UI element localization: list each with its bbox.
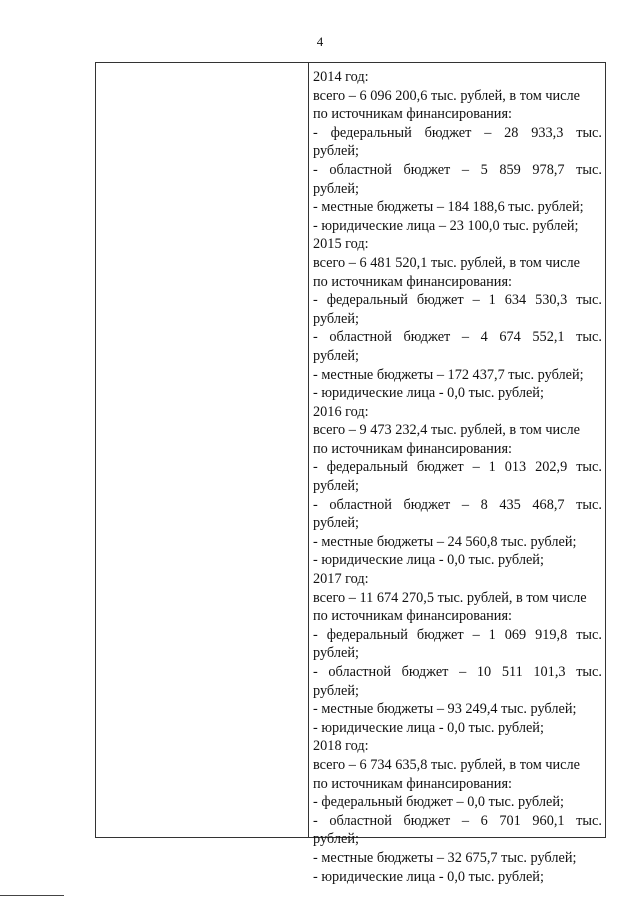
text-line: 2016 год: xyxy=(313,403,369,420)
text-line: всего – 11 674 270,5 тыс. рублей, в том числе xyxy=(313,589,587,606)
text-line: 2017 год: xyxy=(313,571,369,588)
text-line: - местные бюджеты – 172 437,7 тыс. рублей; xyxy=(313,366,584,383)
text-line: рублей; xyxy=(313,682,359,699)
text-line: - юридические лица – 23 100,0 тыс. рублей; xyxy=(313,217,579,234)
text-line: по источникам финансирования: xyxy=(313,775,513,792)
text-line: - местные бюджеты – 93 249,4 тыс. рублей; xyxy=(313,701,577,718)
footer-rule xyxy=(0,895,64,896)
text-line: - областной бюджет – 5 859 978,7 тыс. xyxy=(313,161,602,178)
text-line: по источникам финансирования: xyxy=(313,106,513,123)
text-line: 2015 год: xyxy=(313,236,369,253)
text-line: - федеральный бюджет – 0,0 тыс. рублей; xyxy=(313,794,564,811)
text-line: рублей; xyxy=(313,180,359,197)
text-line: - областной бюджет – 10 511 101,3 тыс. xyxy=(313,664,602,680)
text-line: всего – 6 481 520,1 тыс. рублей, в том числе xyxy=(313,254,580,271)
text-line: - юридические лица - 0,0 тыс. рублей; xyxy=(313,868,544,885)
text-line: по источникам финансирования: xyxy=(313,440,513,457)
text-line: 2018 год: xyxy=(313,738,369,755)
text-line: всего – 6 096 200,6 тыс. рублей, в том числе xyxy=(313,87,580,104)
text-line: - федеральный бюджет – 28 933,3 тыс. xyxy=(313,124,602,141)
text-line: - местные бюджеты – 32 675,7 тыс. рублей; xyxy=(313,849,577,866)
text-line: - федеральный бюджет – 1 634 530,3 тыс. xyxy=(313,292,602,309)
text-line: рублей; xyxy=(313,310,359,327)
text-line: - местные бюджеты – 24 560,8 тыс. рублей; xyxy=(313,533,577,550)
text-line: рублей; xyxy=(313,347,359,364)
text-line: 2014 год: xyxy=(313,69,369,85)
text-line: - областной бюджет – 6 701 960,1 тыс. xyxy=(313,812,602,829)
text-line: по источникам финансирования: xyxy=(313,273,513,290)
text-line: - федеральный бюджет – 1 013 202,9 тыс. xyxy=(313,459,602,476)
text-line: - областной бюджет – 4 674 552,1 тыс. xyxy=(313,329,602,346)
text-line: рублей; xyxy=(313,831,359,848)
text-line: рублей; xyxy=(313,515,359,532)
text-line: рублей; xyxy=(313,478,359,495)
text-line: всего – 9 473 232,4 тыс. рублей, в том числе xyxy=(313,422,580,439)
text-line: всего – 6 734 635,8 тыс. рублей, в том числе xyxy=(313,756,580,773)
funding-table xyxy=(95,62,606,885)
text-line: - федеральный бюджет – 1 069 919,8 тыс. xyxy=(313,626,602,643)
text-line: - областной бюджет – 8 435 468,7 тыс. xyxy=(313,496,602,513)
text-line: - юридические лица - 0,0 тыс. рублей; xyxy=(313,719,544,736)
text-line: по источникам финансирования: xyxy=(313,608,513,625)
funding-text-cell xyxy=(313,68,602,886)
text-line: рублей; xyxy=(313,645,359,662)
page-number: 4 xyxy=(316,34,324,49)
text-line: рублей; xyxy=(313,143,359,160)
text-line: - юридические лица - 0,0 тыс. рублей; xyxy=(313,552,544,569)
text-line: - местные бюджеты – 184 188,6 тыс. рублей; xyxy=(313,199,584,216)
column-divider xyxy=(308,63,309,837)
text-line: - юридические лица - 0,0 тыс. рублей; xyxy=(313,385,544,402)
